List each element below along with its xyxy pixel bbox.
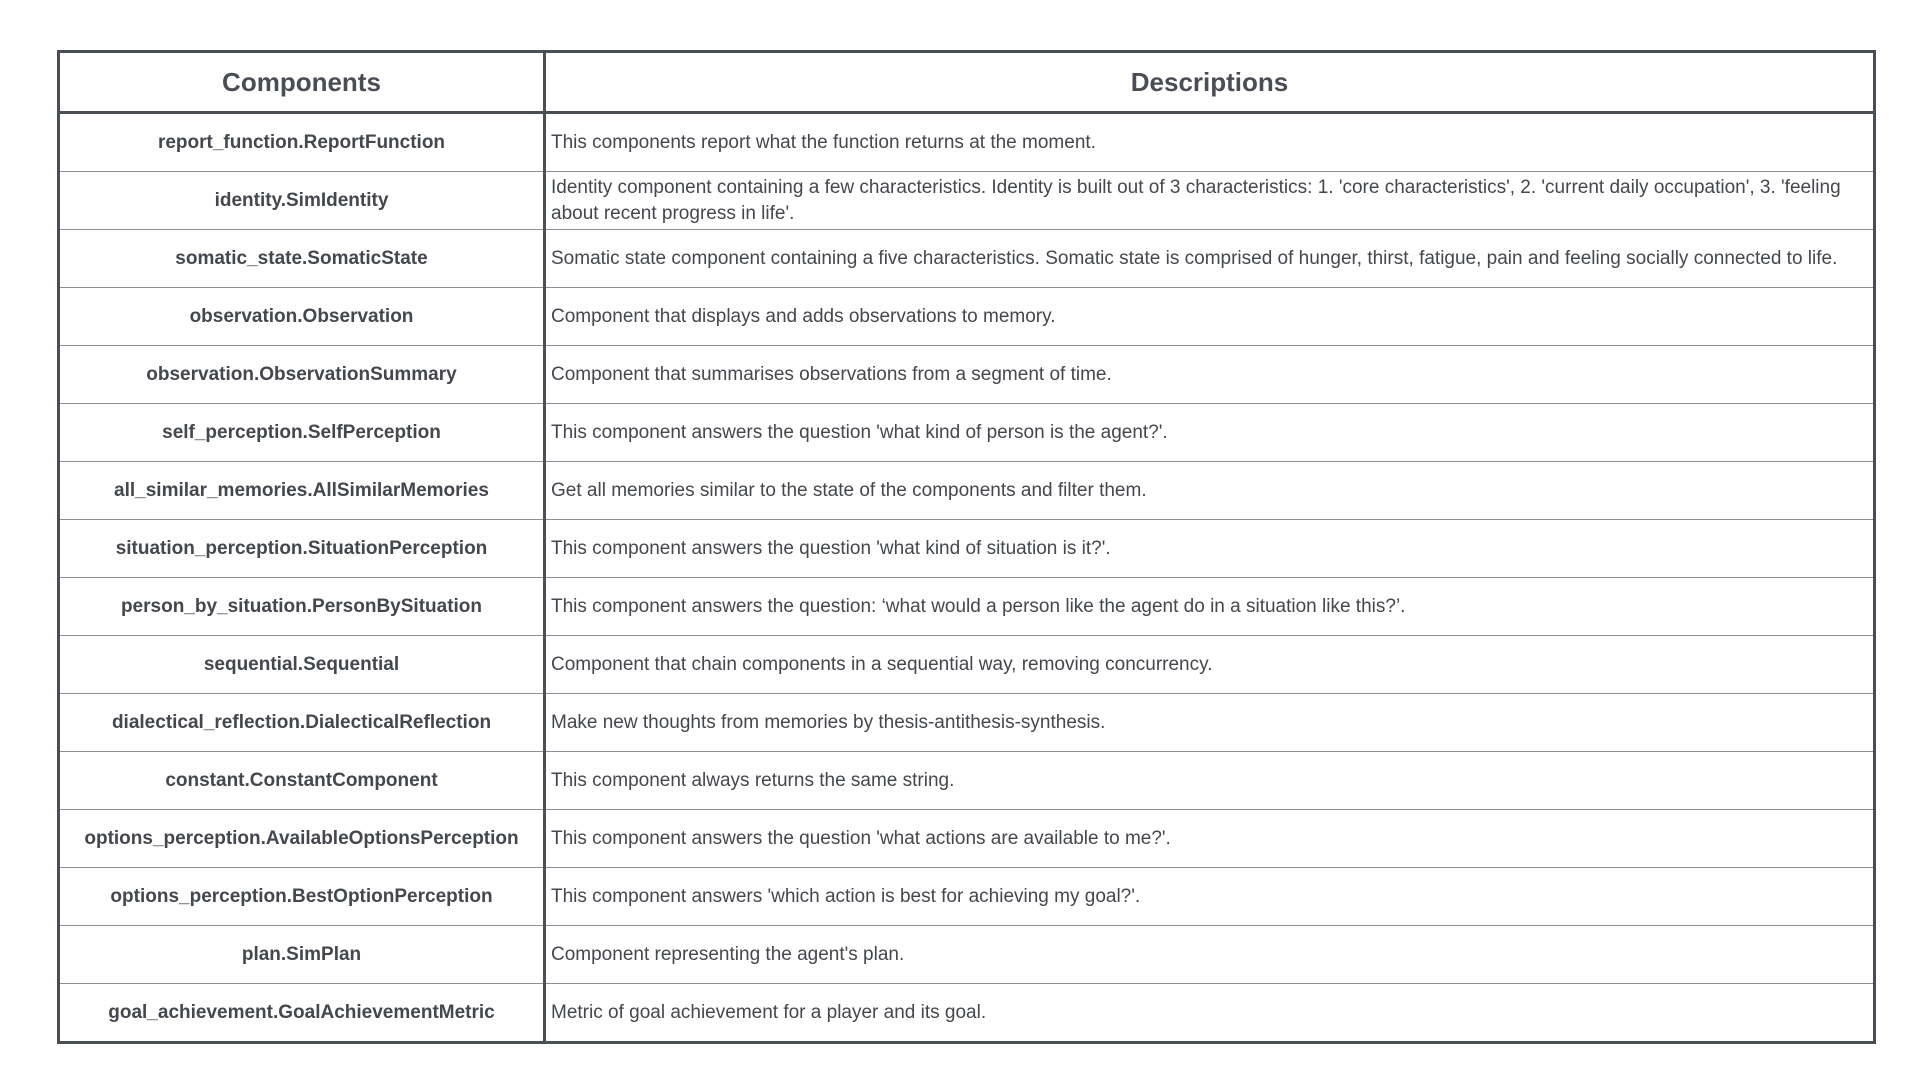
- table-header: [59, 52, 1875, 113]
- description-cell: Somatic state component containing a five characteristics. Somatic state is comprised of hunger, thirst, fatigue, pain and feeling socially connected to life.: [545, 230, 1875, 288]
- description-cell: Metric of goal achievement for a player and its goal.: [545, 984, 1875, 1043]
- table-row: [59, 578, 1875, 636]
- table-row: [59, 172, 1875, 230]
- component-cell: situation_perception.SituationPerception: [59, 520, 545, 578]
- table-row: [59, 984, 1875, 1043]
- component-cell: person_by_situation.PersonBySituation: [59, 578, 545, 636]
- description-cell: Component representing the agent's plan.: [545, 926, 1875, 984]
- description-cell: Identity component containing a few characteristics. Identity is built out of 3 characteristics: 1. 'core characteristics', 2. 'current daily occupation', 3. 'feeling about recent progress in life'.: [545, 172, 1875, 230]
- description-cell: Component that displays and adds observations to memory.: [545, 288, 1875, 346]
- table-row: [59, 230, 1875, 288]
- component-cell: observation.ObservationSummary: [59, 346, 545, 404]
- table-row: [59, 462, 1875, 520]
- table-row: [59, 404, 1875, 462]
- table-row: [59, 113, 1875, 172]
- description-cell: Component that summarises observations from a segment of time.: [545, 346, 1875, 404]
- component-cell: constant.ConstantComponent: [59, 752, 545, 810]
- description-cell: Component that chain components in a sequential way, removing concurrency.: [545, 636, 1875, 694]
- header-row: [59, 52, 1875, 113]
- description-cell: Make new thoughts from memories by thesis-antithesis-synthesis.: [545, 694, 1875, 752]
- table-row: [59, 810, 1875, 868]
- description-cell: This component answers the question 'what actions are available to me?'.: [545, 810, 1875, 868]
- component-cell: options_perception.BestOptionPerception: [59, 868, 545, 926]
- component-cell: identity.SimIdentity: [59, 172, 545, 230]
- component-cell: report_function.ReportFunction: [59, 113, 545, 172]
- description-cell: This component answers 'which action is best for achieving my goal?'.: [545, 868, 1875, 926]
- table-row: [59, 636, 1875, 694]
- component-cell: dialectical_reflection.DialecticalReflection: [59, 694, 545, 752]
- table-row: [59, 346, 1875, 404]
- table-row: [59, 868, 1875, 926]
- table-row: [59, 694, 1875, 752]
- table-row: [59, 926, 1875, 984]
- components-table: [57, 50, 1876, 1044]
- description-cell: This component always returns the same string.: [545, 752, 1875, 810]
- header-descriptions: Descriptions: [545, 52, 1875, 113]
- header-components: Components: [59, 52, 545, 113]
- table-row: [59, 288, 1875, 346]
- description-cell: This component answers the question 'what kind of person is the agent?'.: [545, 404, 1875, 462]
- description-cell: This component answers the question 'what kind of situation is it?'.: [545, 520, 1875, 578]
- component-cell: options_perception.AvailableOptionsPerception: [59, 810, 545, 868]
- component-cell: somatic_state.SomaticState: [59, 230, 545, 288]
- component-cell: all_similar_memories.AllSimilarMemories: [59, 462, 545, 520]
- component-cell: plan.SimPlan: [59, 926, 545, 984]
- component-cell: self_perception.SelfPerception: [59, 404, 545, 462]
- component-cell: observation.Observation: [59, 288, 545, 346]
- table-row: [59, 752, 1875, 810]
- table-row: [59, 520, 1875, 578]
- component-cell: goal_achievement.GoalAchievementMetric: [59, 984, 545, 1043]
- description-cell: Get all memories similar to the state of the components and filter them.: [545, 462, 1875, 520]
- table-body: [59, 113, 1875, 1043]
- description-cell: This components report what the function returns at the moment.: [551, 131, 1096, 153]
- description-cell: This component answers the question: ‘what would a person like the agent do in a situation like this?’.: [545, 578, 1875, 636]
- component-cell: sequential.Sequential: [59, 636, 545, 694]
